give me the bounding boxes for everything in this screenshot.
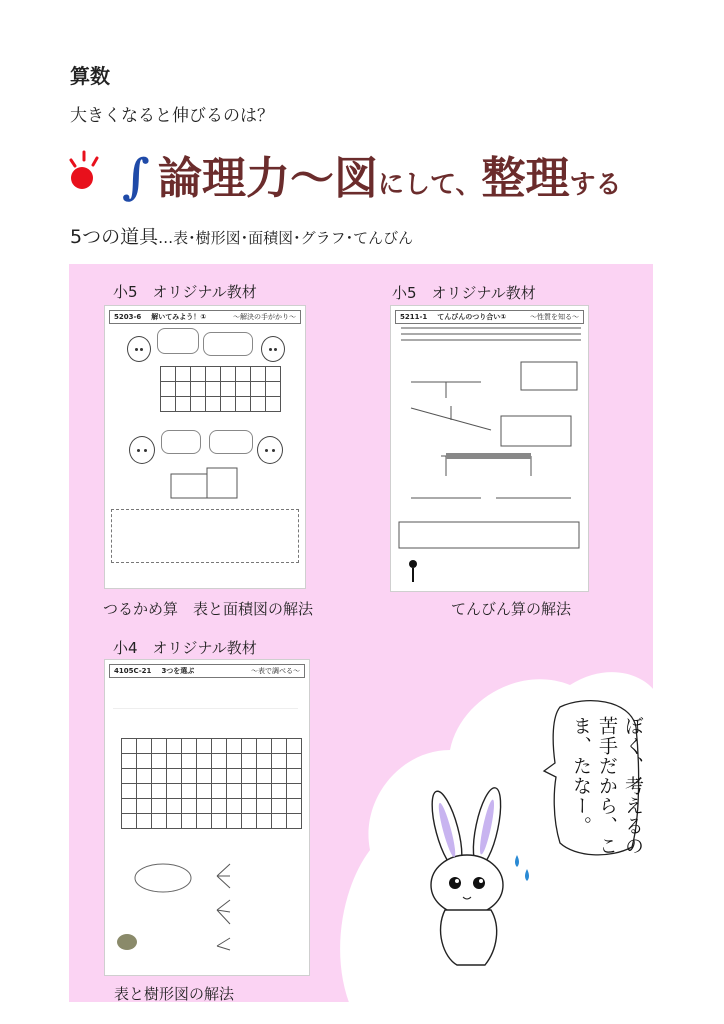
rabbit-character-icon	[405, 785, 555, 970]
combination-table	[121, 738, 302, 829]
material-2-caption: てんびん算の解法	[451, 600, 572, 618]
material-3-grade: 小4 オリジナル教材	[113, 639, 257, 657]
speech-line-2: 苦手だから、こ	[596, 716, 618, 856]
speech-line-1: ぼく、考えるの	[622, 716, 644, 856]
tools-line	[70, 222, 413, 249]
material-2-grade: 小5 オリジナル教材	[392, 284, 536, 302]
tree-diagram	[105, 850, 309, 975]
woman-face-icon	[257, 436, 283, 464]
material-1-grade: 小5 オリジナル教材	[113, 283, 257, 301]
answer-box	[111, 509, 299, 563]
question-text: 大きくなると伸びるのは？	[70, 106, 274, 126]
speech-bubble	[209, 430, 253, 454]
tools-lead: 5つの道具	[70, 226, 159, 248]
worksheet-table	[160, 366, 281, 412]
material-1-caption: つるかめ算 表と面積図の解法	[103, 600, 314, 618]
headline	[122, 138, 722, 208]
material-3-caption: 表と樹形図の解法	[114, 985, 235, 1003]
material-3-header: 4105C-21 3つを選ぶ ～表で調べる～	[109, 664, 305, 678]
material-1-worksheet	[104, 305, 306, 589]
man-face-icon	[261, 336, 285, 362]
speech-bubble	[161, 430, 201, 454]
speech-text	[560, 716, 644, 866]
speech-line-3: ま、たなー。	[570, 716, 592, 836]
headline-integral: ∫	[122, 149, 150, 205]
light-burst-icon	[66, 144, 106, 194]
speech-bubble	[157, 328, 199, 354]
material-2-header: 5211-1 てんびんのつり合い① ～性質を知る～	[395, 310, 584, 324]
material-1-header: 5203-6 解いてみよう！① ～解決の手がかり～	[109, 310, 301, 324]
balance-diagram	[391, 326, 588, 591]
subject-title: 算数	[70, 64, 110, 88]
tools-list: …表･樹形図･面積図･グラフ･てんびん	[158, 229, 414, 247]
boy-face-icon	[127, 336, 151, 362]
girl-face-icon	[129, 436, 155, 464]
area-diagram	[165, 466, 245, 502]
speech-bubble	[203, 332, 253, 356]
material-3-worksheet	[104, 659, 310, 976]
material-2-worksheet	[390, 305, 589, 592]
problem-text-lines	[113, 682, 298, 709]
headline-text: 論理力～図にして、整理する	[158, 153, 622, 204]
